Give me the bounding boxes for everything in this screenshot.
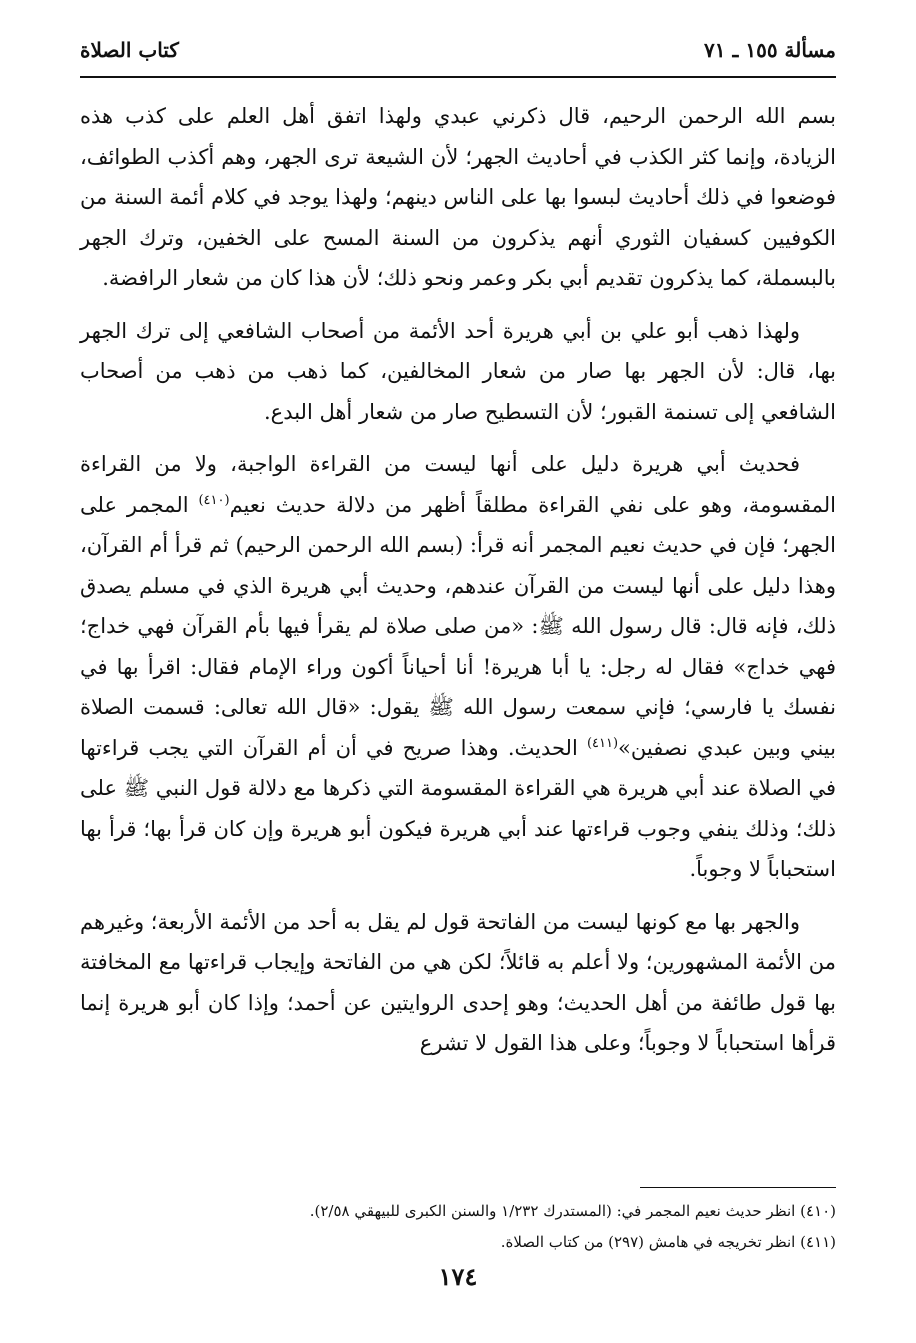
- footnotes: [80, 1196, 836, 1258]
- paragraph-text: والجهر بها مع كونها ليست من الفاتحة قول لم يقل به أحد من الأئمة الأربعة؛ وغيرهم من الأئمة المشهورين؛ ولا أعلم به قائلاً؛ لكن هي من الفاتحة وإيجاب قراءتها مع المخافتة بها قول طائفة من أهل الحديث؛ وهو إحدى الروايتين عن أحمد؛ وإذا كان أبو هريرة إنما قرأها استحباباً لا وجوباً؛ وعلى هذا القول لا تشرع: [80, 909, 836, 1055]
- header-divider: [80, 76, 836, 78]
- paragraph-text: الحديث. وهذا صريح في أن أم القرآن التي يجب قراءتها في الصلاة عند أبي هريرة هي القراءة المقسومة التي ذكرها مع دلالة قول النبي ﷺ على ذلك؛ وذلك ينفي وجوب قراءتها عند أبي هريرة فيكون أبو هريرة وإن كان قرأ بها؛ قرأ بها استحباباً لا وجوباً.: [80, 735, 836, 881]
- footnote-410: (٤١٠) انظر حديث نعيم المجمر في: (المستدرك ١/٢٣٢ والسنن الكبرى للبيهقي ٢/٥٨).: [309, 1202, 836, 1220]
- footnote-divider: [640, 1187, 836, 1188]
- paragraph: [80, 444, 836, 890]
- book-title: كتاب الصلاة: [80, 38, 179, 62]
- footnote-ref-410[interactable]: (٤١٠): [198, 492, 230, 508]
- page-number: ١٧٤: [438, 1262, 478, 1291]
- main-text: [80, 96, 836, 1076]
- paragraph-text: بسم الله الرحمن الرحيم، قال ذكرني عبدي ولهذا اتفق أهل العلم على كذب هذه الزيادة، وإنما كثر الكذب في أحاديث الجهر؛ لأن الشيعة ترى الجهر، وهم أكذب الطوائف، فوضعوا في ذلك أحاديث لبسوا بها على الناس دينهم؛ ولهذا يوجد في كلام أئمة السنة من الكوفيين كسفيان الثوري أنهم يذكرون من السنة المسح على الخفين، وترك الجهر بالبسملة، كما يذكرون تقديم أبي بكر وعمر ونحو ذلك؛ لأن هذا كان من شعار الرافضة.: [80, 104, 836, 290]
- paragraph-text: المجمر على الجهر؛ فإن في حديث نعيم المجمر أنه قرأ: (بسم الله الرحمن الرحيم) ثم قرأ أم القرآن، وهذا دليل على أنها ليست من القرآن عندهم، وحديث أبي هريرة الذي في مسلم يصدق ذلك، فإنه قال: قال رسول الله ﷺ: «من صلى صلاة لم يقرأ فيها بأم القرآن فهي خداج؛ فهي خداج» فقال له رجل: يا أبا هريرة! أنا أحياناً أكون وراء الإمام فقال: اقرأ بها في نفسك يا فارسي؛ فإني سمعت رسول الله ﷺ يقول: «قال الله تعالى: قسمت الصلاة بيني وبين عبدي نصفين»: [80, 492, 836, 760]
- footnote-411: (٤١١) انظر تخريجه في هامش (٢٩٧) من كتاب الصلاة.: [500, 1233, 836, 1251]
- issue-number: مسألة ١٥٥ ـ ٧١: [704, 38, 836, 62]
- running-header: [80, 30, 836, 70]
- paragraph: [80, 902, 836, 1064]
- paragraph: [80, 96, 836, 299]
- paragraph: [80, 311, 836, 433]
- paragraph-text: فحديث أبي هريرة دليل على أنها ليست من القراءة الواجبة، ولا من القراءة المقسومة، وهو على نفي القراءة مطلقاً أظهر من دلالة حديث نعيم: [80, 452, 836, 517]
- footnote-ref-411[interactable]: (٤١١): [586, 735, 619, 751]
- paragraph-text: ولهذا ذهب أبو علي بن أبي هريرة أحد الأئمة من أصحاب الشافعي إلى ترك الجهر بها، قال: لأن الجهر بها صار من شعار المخالفين، كما ذهب من ذهب من أصحاب الشافعي إلى تسنمة القبور؛ لأن التسطيح صار من شعار أهل البدع.: [80, 318, 836, 424]
